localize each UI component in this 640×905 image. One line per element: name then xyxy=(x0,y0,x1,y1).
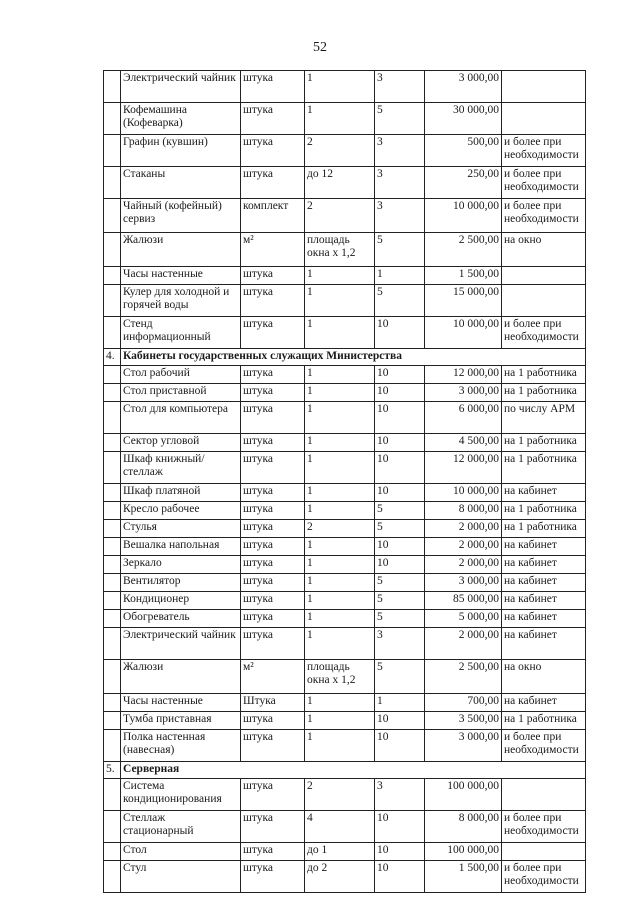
service-life-cell: 3 xyxy=(375,199,425,233)
service-life-cell: 5 xyxy=(375,610,425,628)
service-life-cell: 5 xyxy=(375,592,425,610)
quantity-cell: 1 xyxy=(305,103,375,135)
price-cell: 3 500,00 xyxy=(425,712,502,730)
row-number-cell xyxy=(104,233,121,267)
table-row xyxy=(104,402,586,434)
quantity-cell: 1 xyxy=(305,628,375,660)
row-number-cell xyxy=(104,267,121,285)
price-cell: 10 000,00 xyxy=(425,199,502,233)
unit-cell: штука xyxy=(241,843,305,861)
row-number-cell xyxy=(104,384,121,402)
quantity-cell: площадь окна х 1,2 xyxy=(305,233,375,267)
item-name-cell: Стенд информационный xyxy=(121,317,241,349)
quantity-cell: 4 xyxy=(305,811,375,843)
quantity-cell: 1 xyxy=(305,267,375,285)
price-cell: 3 000,00 xyxy=(425,384,502,402)
service-life-cell: 1 xyxy=(375,267,425,285)
note-cell: на кабинет xyxy=(502,484,586,502)
unit-cell: штука xyxy=(241,811,305,843)
table-row xyxy=(104,434,586,452)
row-number-cell xyxy=(104,199,121,233)
table-row xyxy=(104,317,586,349)
service-life-cell: 10 xyxy=(375,452,425,484)
unit-cell: штука xyxy=(241,402,305,434)
unit-cell: штука xyxy=(241,167,305,199)
price-cell: 500,00 xyxy=(425,135,502,167)
table-row xyxy=(104,384,586,402)
unit-cell: штука xyxy=(241,574,305,592)
section-header-row xyxy=(104,762,586,779)
service-life-cell: 3 xyxy=(375,135,425,167)
table-row xyxy=(104,694,586,712)
row-number-cell xyxy=(104,71,121,103)
row-number-cell xyxy=(104,285,121,317)
row-number-cell xyxy=(104,135,121,167)
row-number-cell xyxy=(104,434,121,452)
unit-cell: Штука xyxy=(241,694,305,712)
note-cell xyxy=(502,285,586,317)
row-number-cell xyxy=(104,402,121,434)
note-cell: на кабинет xyxy=(502,538,586,556)
price-cell: 1 500,00 xyxy=(425,861,502,893)
service-life-cell: 10 xyxy=(375,556,425,574)
quantity-cell: 1 xyxy=(305,592,375,610)
table-row xyxy=(104,502,586,520)
item-name-cell: Электрический чайник xyxy=(121,71,241,103)
quantity-cell: 2 xyxy=(305,135,375,167)
unit-cell: штука xyxy=(241,135,305,167)
service-life-cell: 3 xyxy=(375,71,425,103)
item-name-cell: Стулья xyxy=(121,520,241,538)
table-row xyxy=(104,712,586,730)
service-life-cell: 10 xyxy=(375,730,425,762)
quantity-cell: до 2 xyxy=(305,861,375,893)
item-name-cell: Жалюзи xyxy=(121,233,241,267)
item-name-cell: Кулер для холодной и горячей воды xyxy=(121,285,241,317)
quantity-cell: до 12 xyxy=(305,167,375,199)
price-cell: 8 000,00 xyxy=(425,811,502,843)
note-cell: на 1 работника xyxy=(502,434,586,452)
note-cell: на кабинет xyxy=(502,628,586,660)
item-name-cell: Сектор угловой xyxy=(121,434,241,452)
quantity-cell: 1 xyxy=(305,452,375,484)
equipment-norms-table xyxy=(103,70,586,893)
item-name-cell: Вентилятор xyxy=(121,574,241,592)
unit-cell: комплект xyxy=(241,199,305,233)
note-cell: на 1 работника xyxy=(502,384,586,402)
note-cell: на кабинет xyxy=(502,574,586,592)
item-name-cell: Стол для компьютера xyxy=(121,402,241,434)
service-life-cell: 5 xyxy=(375,520,425,538)
quantity-cell: 2 xyxy=(305,520,375,538)
row-number-cell xyxy=(104,694,121,712)
price-cell: 12 000,00 xyxy=(425,452,502,484)
note-cell: на 1 работника xyxy=(502,452,586,484)
quantity-cell: 1 xyxy=(305,402,375,434)
unit-cell: штука xyxy=(241,366,305,384)
section-header-row xyxy=(104,349,586,366)
note-cell xyxy=(502,71,586,103)
service-life-cell: 1 xyxy=(375,694,425,712)
table-row xyxy=(104,660,586,694)
price-cell: 8 000,00 xyxy=(425,502,502,520)
table-row xyxy=(104,484,586,502)
note-cell xyxy=(502,267,586,285)
quantity-cell: 1 xyxy=(305,285,375,317)
service-life-cell: 5 xyxy=(375,233,425,267)
table-row xyxy=(104,233,586,267)
note-cell: по числу АРМ xyxy=(502,402,586,434)
table-row xyxy=(104,520,586,538)
table-row xyxy=(104,285,586,317)
row-number-cell xyxy=(104,730,121,762)
unit-cell: м² xyxy=(241,233,305,267)
unit-cell: штука xyxy=(241,484,305,502)
service-life-cell: 10 xyxy=(375,434,425,452)
table-row xyxy=(104,71,586,103)
unit-cell: штука xyxy=(241,861,305,893)
item-name-cell: Стол рабочий xyxy=(121,366,241,384)
price-cell: 2 000,00 xyxy=(425,520,502,538)
unit-cell: штука xyxy=(241,267,305,285)
item-name-cell: Стул xyxy=(121,861,241,893)
table-row xyxy=(104,779,586,811)
item-name-cell: Вешалка напольная xyxy=(121,538,241,556)
row-number-cell xyxy=(104,167,121,199)
row-number-cell xyxy=(104,843,121,861)
service-life-cell: 5 xyxy=(375,285,425,317)
unit-cell: штука xyxy=(241,71,305,103)
table-row xyxy=(104,592,586,610)
section-title: Кабинеты государственных служащих Министерства xyxy=(121,349,586,366)
note-cell: и более при необходимости xyxy=(502,811,586,843)
price-cell: 2 500,00 xyxy=(425,660,502,694)
quantity-cell: до 1 xyxy=(305,843,375,861)
row-number-cell xyxy=(104,520,121,538)
service-life-cell: 10 xyxy=(375,317,425,349)
table-row xyxy=(104,811,586,843)
unit-cell: штука xyxy=(241,712,305,730)
row-number-cell xyxy=(104,574,121,592)
price-cell: 15 000,00 xyxy=(425,285,502,317)
service-life-cell: 3 xyxy=(375,779,425,811)
quantity-cell: площадь окна х 1,2 xyxy=(305,660,375,694)
table-row xyxy=(104,861,586,893)
quantity-cell: 1 xyxy=(305,317,375,349)
note-cell: на кабинет xyxy=(502,694,586,712)
service-life-cell: 10 xyxy=(375,366,425,384)
item-name-cell: Стаканы xyxy=(121,167,241,199)
item-name-cell: Система кондиционирования xyxy=(121,779,241,811)
unit-cell: штука xyxy=(241,285,305,317)
item-name-cell: Обогреватель xyxy=(121,610,241,628)
row-number-cell xyxy=(104,538,121,556)
section-number: 4. xyxy=(104,349,121,366)
unit-cell: штука xyxy=(241,538,305,556)
table-row xyxy=(104,366,586,384)
service-life-cell: 3 xyxy=(375,628,425,660)
quantity-cell: 1 xyxy=(305,538,375,556)
row-number-cell xyxy=(104,317,121,349)
row-number-cell xyxy=(104,660,121,694)
price-cell: 4 500,00 xyxy=(425,434,502,452)
note-cell: и более при необходимости xyxy=(502,135,586,167)
price-cell: 2 500,00 xyxy=(425,233,502,267)
item-name-cell: Полка настенная (навесная) xyxy=(121,730,241,762)
unit-cell: штука xyxy=(241,779,305,811)
table-row xyxy=(104,135,586,167)
quantity-cell: 1 xyxy=(305,384,375,402)
service-life-cell: 3 xyxy=(375,167,425,199)
note-cell xyxy=(502,103,586,135)
unit-cell: штука xyxy=(241,384,305,402)
unit-cell: штука xyxy=(241,317,305,349)
unit-cell: штука xyxy=(241,434,305,452)
price-cell: 100 000,00 xyxy=(425,779,502,811)
row-number-cell xyxy=(104,628,121,660)
table-row xyxy=(104,103,586,135)
quantity-cell: 1 xyxy=(305,556,375,574)
row-number-cell xyxy=(104,556,121,574)
note-cell xyxy=(502,779,586,811)
table-row xyxy=(104,610,586,628)
quantity-cell: 1 xyxy=(305,730,375,762)
price-cell: 1 500,00 xyxy=(425,267,502,285)
service-life-cell: 10 xyxy=(375,811,425,843)
service-life-cell: 10 xyxy=(375,484,425,502)
table-row xyxy=(104,199,586,233)
note-cell: на кабинет xyxy=(502,610,586,628)
price-cell: 3 000,00 xyxy=(425,71,502,103)
item-name-cell: Жалюзи xyxy=(121,660,241,694)
table-row xyxy=(104,556,586,574)
note-cell: и более при необходимости xyxy=(502,861,586,893)
item-name-cell: Шкаф книжный/стеллаж xyxy=(121,452,241,484)
unit-cell: штука xyxy=(241,452,305,484)
unit-cell: штука xyxy=(241,610,305,628)
price-cell: 2 000,00 xyxy=(425,538,502,556)
table-row xyxy=(104,167,586,199)
unit-cell: штука xyxy=(241,502,305,520)
quantity-cell: 1 xyxy=(305,502,375,520)
unit-cell: штука xyxy=(241,556,305,574)
price-cell: 250,00 xyxy=(425,167,502,199)
item-name-cell: Стол xyxy=(121,843,241,861)
note-cell: на кабинет xyxy=(502,592,586,610)
row-number-cell xyxy=(104,502,121,520)
table-row xyxy=(104,843,586,861)
item-name-cell: Кресло рабочее xyxy=(121,502,241,520)
quantity-cell: 1 xyxy=(305,694,375,712)
section-title: Серверная xyxy=(121,762,586,779)
item-name-cell: Часы настенные xyxy=(121,267,241,285)
quantity-cell: 2 xyxy=(305,779,375,811)
table-row xyxy=(104,267,586,285)
price-cell: 12 000,00 xyxy=(425,366,502,384)
row-number-cell xyxy=(104,103,121,135)
page-number: 52 xyxy=(313,40,327,55)
table-row xyxy=(104,628,586,660)
service-life-cell: 10 xyxy=(375,384,425,402)
item-name-cell: Стол приставной xyxy=(121,384,241,402)
quantity-cell: 1 xyxy=(305,434,375,452)
quantity-cell: 2 xyxy=(305,199,375,233)
quantity-cell: 1 xyxy=(305,484,375,502)
price-cell: 3 000,00 xyxy=(425,574,502,592)
item-name-cell: Графин (кувшин) xyxy=(121,135,241,167)
note-cell xyxy=(502,843,586,861)
table-row xyxy=(104,452,586,484)
note-cell: и более при необходимости xyxy=(502,730,586,762)
quantity-cell: 1 xyxy=(305,574,375,592)
row-number-cell xyxy=(104,779,121,811)
row-number-cell xyxy=(104,366,121,384)
price-cell: 30 000,00 xyxy=(425,103,502,135)
price-cell: 100 000,00 xyxy=(425,843,502,861)
service-life-cell: 5 xyxy=(375,574,425,592)
price-cell: 3 000,00 xyxy=(425,730,502,762)
row-number-cell xyxy=(104,712,121,730)
note-cell: на 1 работника xyxy=(502,520,586,538)
item-name-cell: Кондиционер xyxy=(121,592,241,610)
service-life-cell: 10 xyxy=(375,402,425,434)
service-life-cell: 5 xyxy=(375,103,425,135)
unit-cell: штука xyxy=(241,730,305,762)
price-cell: 10 000,00 xyxy=(425,484,502,502)
unit-cell: штука xyxy=(241,628,305,660)
quantity-cell: 1 xyxy=(305,610,375,628)
section-number: 5. xyxy=(104,762,121,779)
row-number-cell xyxy=(104,484,121,502)
note-cell: и более при необходимости xyxy=(502,167,586,199)
note-cell: на 1 работника xyxy=(502,712,586,730)
service-life-cell: 10 xyxy=(375,861,425,893)
row-number-cell xyxy=(104,610,121,628)
item-name-cell: Чайный (кофейный) сервиз xyxy=(121,199,241,233)
price-cell: 2 000,00 xyxy=(425,556,502,574)
price-cell: 6 000,00 xyxy=(425,402,502,434)
service-life-cell: 5 xyxy=(375,660,425,694)
quantity-cell: 1 xyxy=(305,71,375,103)
item-name-cell: Кофемашина (Кофеварка) xyxy=(121,103,241,135)
service-life-cell: 5 xyxy=(375,502,425,520)
unit-cell: штука xyxy=(241,520,305,538)
table-row xyxy=(104,730,586,762)
item-name-cell: Шкаф платяной xyxy=(121,484,241,502)
table-row xyxy=(104,538,586,556)
note-cell: на окно xyxy=(502,233,586,267)
price-cell: 2 000,00 xyxy=(425,628,502,660)
table-row xyxy=(104,574,586,592)
service-life-cell: 10 xyxy=(375,843,425,861)
quantity-cell: 1 xyxy=(305,712,375,730)
row-number-cell xyxy=(104,592,121,610)
item-name-cell: Зеркало xyxy=(121,556,241,574)
unit-cell: м² xyxy=(241,660,305,694)
note-cell: на 1 работника xyxy=(502,366,586,384)
note-cell: на окно xyxy=(502,660,586,694)
unit-cell: штука xyxy=(241,103,305,135)
item-name-cell: Электрический чайник xyxy=(121,628,241,660)
service-life-cell: 10 xyxy=(375,538,425,556)
row-number-cell xyxy=(104,811,121,843)
quantity-cell: 1 xyxy=(305,366,375,384)
unit-cell: штука xyxy=(241,592,305,610)
price-cell: 700,00 xyxy=(425,694,502,712)
service-life-cell: 10 xyxy=(375,712,425,730)
item-name-cell: Стеллаж стационарный xyxy=(121,811,241,843)
note-cell: и более при необходимости xyxy=(502,317,586,349)
price-cell: 5 000,00 xyxy=(425,610,502,628)
price-cell: 85 000,00 xyxy=(425,592,502,610)
note-cell: на 1 работника xyxy=(502,502,586,520)
note-cell: и более при необходимости xyxy=(502,199,586,233)
row-number-cell xyxy=(104,452,121,484)
price-cell: 10 000,00 xyxy=(425,317,502,349)
item-name-cell: Часы настенные xyxy=(121,694,241,712)
item-name-cell: Тумба приставная xyxy=(121,712,241,730)
row-number-cell xyxy=(104,861,121,893)
note-cell: на кабинет xyxy=(502,556,586,574)
